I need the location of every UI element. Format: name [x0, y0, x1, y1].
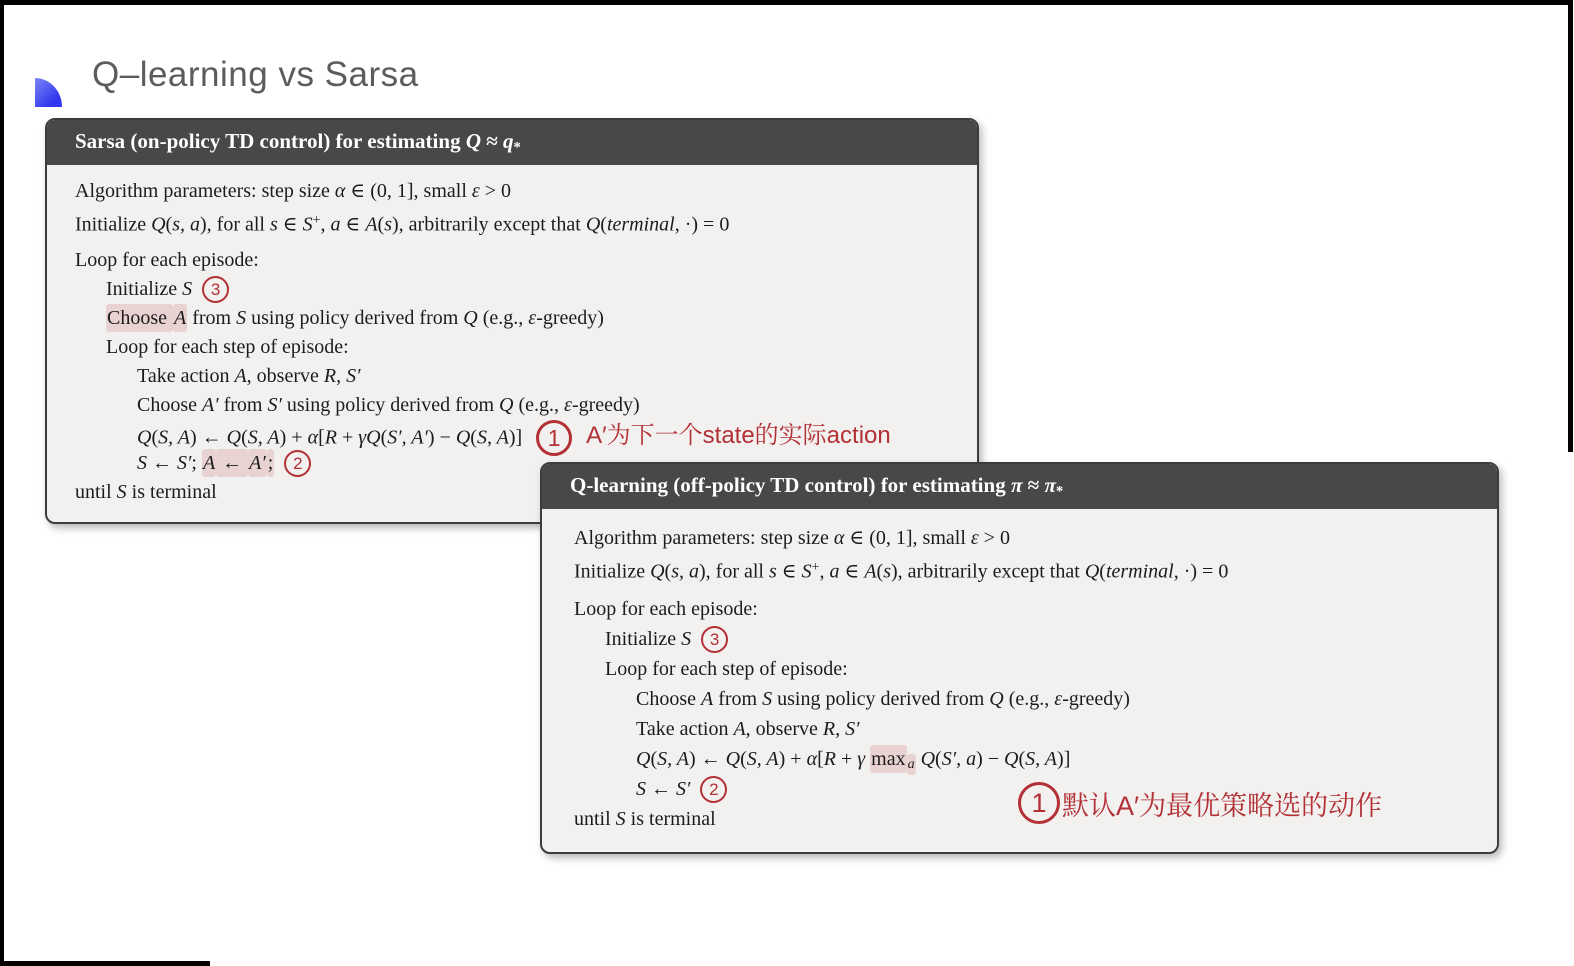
text-segment: Initialize: [574, 559, 651, 582]
slide-title: Q–learning vs Sarsa: [92, 55, 419, 94]
algorithm-line: [75, 275, 977, 304]
text-segment: s, a: [671, 559, 699, 582]
text-segment: is terminal: [625, 807, 716, 830]
text-segment: until: [574, 807, 616, 830]
text-segment: Take action: [636, 717, 734, 740]
text-segment: (: [241, 426, 248, 449]
text-segment: from: [187, 306, 237, 329]
annotation-text: 默认A′为最优策略选的动作: [1062, 790, 1383, 821]
algorithm-line: [75, 304, 977, 333]
annotation-text: A′为下一个state的实际action: [586, 422, 891, 450]
text-segment: ∈ (0, 1], small: [844, 526, 971, 549]
text-segment: Q-learning (off-policy TD control) for estimating: [570, 473, 1011, 497]
text-segment: s, a: [172, 212, 200, 235]
text-segment: using policy derived from: [281, 393, 500, 416]
text-segment: ε: [970, 526, 979, 549]
text-segment: R: [823, 747, 836, 770]
text-segment: α: [806, 747, 818, 770]
text-segment: until: [75, 480, 117, 503]
text-segment: ) ←: [189, 426, 227, 449]
highlighted-text: Choose: [106, 304, 173, 332]
text-segment: S: [236, 306, 247, 329]
blue-corner-decoration: [35, 78, 62, 107]
text-segment: ), for all: [200, 212, 270, 235]
text-segment: terminal: [606, 212, 675, 235]
highlighted-text: A: [173, 304, 187, 332]
text-segment: S: [681, 627, 692, 650]
text-segment: Initialize: [605, 627, 682, 650]
text-segment: -greedy): [536, 306, 604, 329]
text-segment: S: [137, 451, 147, 474]
highlighted-text: A′: [248, 449, 267, 477]
text-segment: Algorithm parameters: step size: [75, 179, 335, 202]
text-segment: from: [713, 687, 763, 710]
text-segment: ∈: [340, 212, 366, 235]
text-segment: S: [801, 559, 812, 582]
algorithm-line: [574, 523, 1497, 553]
text-segment: ε: [564, 393, 572, 416]
text-segment: Loop for each episode:: [75, 248, 259, 271]
text-segment: Q: [636, 747, 651, 770]
text-segment: (: [377, 212, 385, 235]
text-segment: S, A: [657, 747, 689, 770]
text-segment: (: [600, 212, 607, 235]
text-segment: a: [330, 212, 341, 235]
algorithm-line: [574, 594, 1497, 624]
text-segment: S, A: [1025, 747, 1058, 770]
text-segment: ∈: [839, 559, 865, 582]
text-segment: (: [380, 426, 388, 449]
text-segment: α: [833, 526, 845, 549]
text-segment: s: [269, 212, 278, 235]
text-segment: S′: [845, 717, 860, 740]
text-segment: Q: [137, 426, 152, 449]
algorithm-line: [574, 654, 1497, 684]
text-segment: R: [323, 364, 337, 387]
text-segment: Q: [920, 747, 936, 770]
text-segment: Algorithm parameters: step size: [574, 526, 834, 549]
text-segment: A: [365, 212, 378, 235]
text-segment: -greedy): [1062, 687, 1130, 710]
text-segment: ,: [336, 364, 347, 387]
text-segment: ) −: [427, 426, 456, 449]
text-segment: s: [384, 212, 392, 235]
frame-top-line: [0, 0, 1572, 5]
text-segment: S: [182, 277, 193, 300]
text-segment: (: [151, 426, 159, 449]
text-segment: S′: [267, 393, 282, 416]
text-segment: S′: [346, 364, 361, 387]
sarsa-box-body: [47, 165, 977, 507]
frame-bottom-line: [0, 961, 210, 966]
text-segment: S′: [177, 451, 192, 474]
text-segment: ) +: [778, 747, 807, 770]
q-learning-box-title: [542, 464, 1497, 509]
text-segment: Choose: [636, 687, 701, 710]
text-segment: (e.g.,: [513, 393, 565, 416]
text-segment: [: [817, 747, 824, 770]
text-segment: ε: [471, 179, 480, 202]
text-segment: Choose: [137, 393, 202, 416]
text-segment: ), arbitrarily except that: [392, 212, 586, 235]
text-segment: A: [701, 687, 714, 710]
text-segment: +: [336, 426, 359, 449]
text-segment: is terminal: [126, 480, 217, 503]
text-segment: ≈: [1022, 473, 1045, 497]
text-segment: (e.g.,: [1003, 687, 1055, 710]
text-segment: (: [165, 212, 173, 235]
text-segment: ∈: [277, 212, 303, 235]
text-segment: -greedy): [571, 393, 640, 416]
text-segment: > 0: [479, 179, 512, 202]
text-segment: , observe: [745, 717, 823, 740]
highlighted-text: max: [870, 745, 906, 773]
algorithm-line: [75, 177, 977, 206]
algorithm-line: [75, 206, 977, 235]
text-segment: (: [876, 559, 884, 582]
q-learning-algorithm-box: [540, 462, 1499, 854]
text-segment: S, A: [247, 426, 280, 449]
algorithm-line: [75, 246, 977, 275]
text-segment: A′: [202, 393, 219, 416]
text-segment: Take action: [137, 364, 235, 387]
text-segment: (: [1099, 559, 1106, 582]
text-segment: (: [740, 747, 747, 770]
algorithm-line: [574, 624, 1497, 654]
text-segment: from: [218, 393, 268, 416]
text-segment: S′, A′: [387, 426, 428, 449]
text-segment: ,: [819, 559, 830, 582]
circled-number: 1: [1018, 782, 1060, 824]
text-segment: s: [883, 559, 891, 582]
circled-number: 2: [284, 450, 311, 477]
circled-number: 3: [202, 276, 229, 303]
text-segment: ) −: [976, 747, 1005, 770]
text-segment: A: [234, 364, 247, 387]
text-segment: [: [318, 426, 325, 449]
text-segment: S, A: [746, 747, 779, 770]
text-segment: +: [835, 747, 858, 770]
text-segment: S′, a: [941, 747, 977, 770]
algorithm-line: [75, 333, 977, 362]
text-segment: Q: [725, 747, 741, 770]
text-segment: Loop for each step of episode:: [106, 335, 349, 358]
text-segment: Q: [585, 212, 601, 235]
text-segment: *: [1055, 483, 1064, 500]
text-segment: Loop for each step of episode:: [605, 657, 848, 680]
text-segment: Q: [455, 426, 471, 449]
text-segment: terminal: [1105, 559, 1174, 582]
text-segment: , observe: [246, 364, 324, 387]
text-segment: (: [664, 559, 672, 582]
text-segment: Q: [226, 426, 242, 449]
algorithm-line: [75, 391, 977, 420]
text-segment: ←: [147, 451, 177, 474]
text-segment: , ·) = 0: [674, 212, 730, 235]
algorithm-line: [574, 744, 1497, 774]
text-segment: S: [615, 807, 626, 830]
text-segment: γQ: [358, 426, 381, 449]
text-segment: S, A: [476, 426, 509, 449]
text-segment: ) +: [279, 426, 308, 449]
text-segment: Q: [463, 306, 478, 329]
text-segment: (: [1018, 747, 1026, 770]
algorithm-line: [75, 420, 977, 449]
circled-number: 2: [700, 776, 727, 803]
text-segment: ), arbitrarily except that: [891, 559, 1085, 582]
text-segment: (e.g.,: [477, 306, 529, 329]
text-segment: (: [650, 747, 658, 770]
text-segment: (: [935, 747, 942, 770]
text-segment: Q: [465, 129, 481, 153]
text-segment: using policy derived from: [246, 306, 464, 329]
text-segment: ≈: [481, 129, 504, 153]
text-segment: +: [811, 559, 820, 575]
circled-number: 1: [536, 420, 572, 456]
text-segment: R: [822, 717, 836, 740]
text-segment: ←: [646, 777, 676, 800]
q-learning-red-annotation: [1018, 782, 1382, 824]
text-segment: , ·) = 0: [1173, 559, 1229, 582]
text-segment: ε: [1054, 687, 1063, 710]
text-segment: Loop for each episode:: [574, 597, 758, 620]
text-segment: q: [503, 129, 514, 153]
text-segment: using policy derived from: [772, 687, 990, 710]
text-segment: ,: [835, 717, 846, 740]
text-segment: Q: [989, 687, 1004, 710]
text-segment: S: [636, 777, 646, 800]
text-segment: +: [312, 212, 321, 228]
text-segment: R: [324, 426, 337, 449]
text-segment: π: [1010, 473, 1023, 497]
text-segment: ) ←: [688, 747, 726, 770]
text-segment: α: [334, 179, 346, 202]
highlighted-text: a: [907, 754, 916, 775]
text-segment: Q: [151, 212, 166, 235]
text-segment: ∈: [776, 559, 802, 582]
text-segment: ∈ (0, 1], small: [345, 179, 472, 202]
text-segment: π: [1044, 473, 1056, 497]
text-segment: Q: [499, 393, 514, 416]
text-segment: A: [864, 559, 877, 582]
text-segment: S: [302, 212, 313, 235]
algorithm-line: [574, 553, 1497, 583]
text-segment: S, A: [158, 426, 190, 449]
highlighted-text: ←: [216, 449, 248, 477]
algorithm-line: [75, 362, 977, 391]
text-segment: *: [513, 139, 521, 156]
text-segment: a: [829, 559, 840, 582]
text-segment: ,: [320, 212, 331, 235]
circled-number: 3: [701, 626, 728, 653]
text-segment: α: [307, 426, 319, 449]
text-segment: S′: [676, 777, 691, 800]
text-segment: ;: [191, 451, 202, 474]
text-segment: A: [733, 717, 746, 740]
highlighted-text: ;: [267, 449, 275, 477]
frame-left-line: [0, 0, 4, 966]
sarsa-box-title: [47, 120, 977, 165]
text-segment: S: [762, 687, 773, 710]
text-segment: S: [116, 480, 127, 503]
text-segment: )]: [1057, 747, 1071, 770]
text-segment: Q: [1004, 747, 1019, 770]
algorithm-line: [574, 684, 1497, 714]
algorithm-line: [574, 714, 1497, 744]
text-segment: Sarsa (on-policy TD control) for estimating: [75, 129, 466, 153]
text-segment: )]: [508, 426, 523, 449]
text-segment: ), for all: [699, 559, 769, 582]
text-segment: s: [768, 559, 777, 582]
highlighted-text: A: [202, 449, 216, 477]
text-segment: γ: [857, 747, 871, 770]
frame-right-line: [1568, 0, 1573, 452]
text-segment: (: [470, 426, 477, 449]
text-segment: Q: [650, 559, 665, 582]
text-segment: Initialize: [106, 277, 183, 300]
text-segment: > 0: [978, 526, 1011, 549]
text-segment: Q: [1084, 559, 1100, 582]
text-segment: Initialize: [75, 212, 152, 235]
text-segment: ε: [528, 306, 537, 329]
